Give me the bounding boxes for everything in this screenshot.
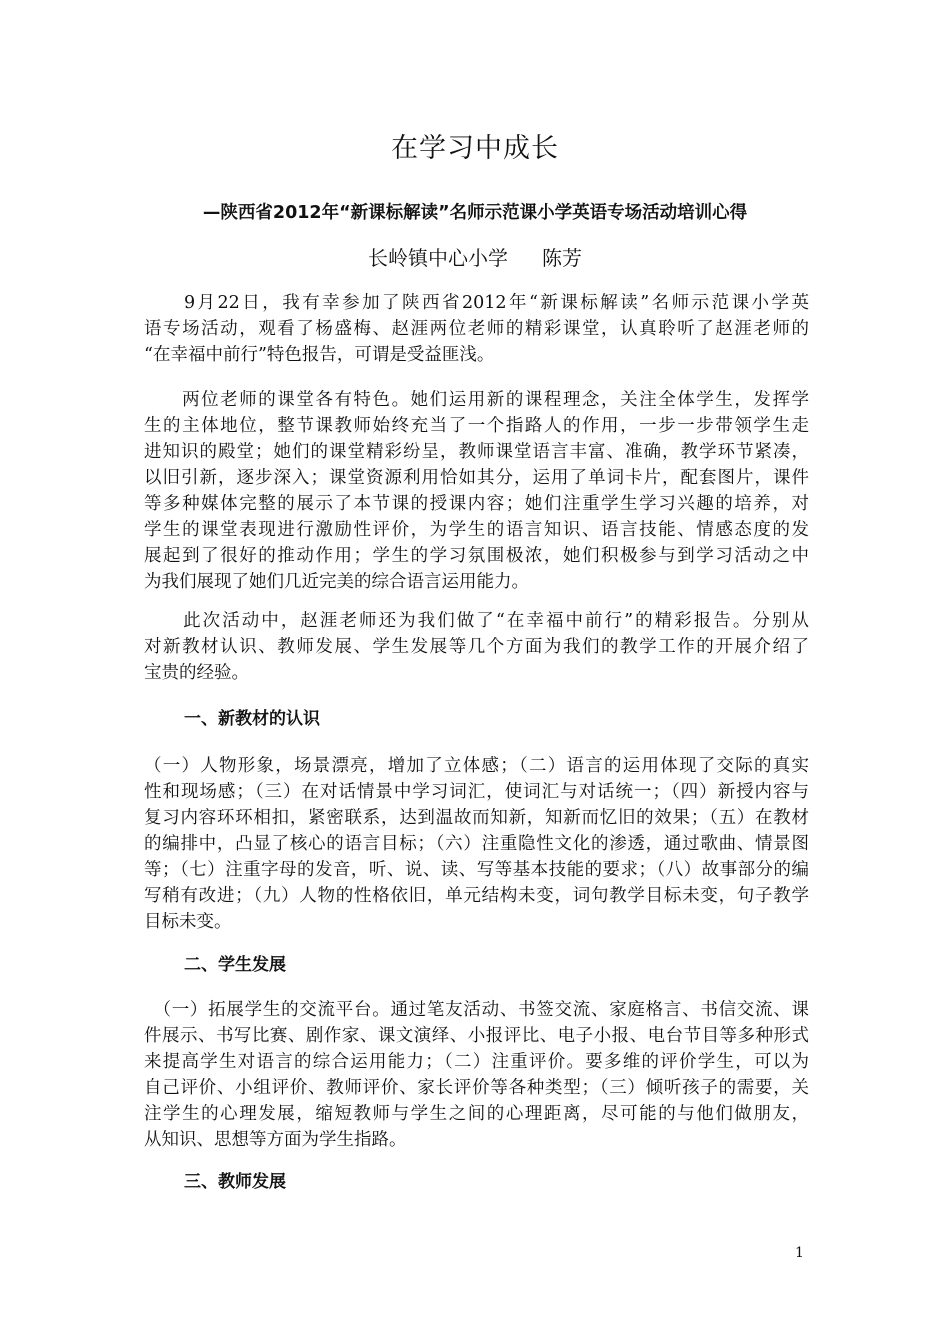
section-heading-new-textbook: 一、新教材的认识 xyxy=(184,709,320,729)
paragraph-new-textbook xyxy=(144,753,809,935)
text-line: （一）拓展学生的交流平台。通过笔友活动、书签交流、家庭格言、书信交流、课 xyxy=(144,1000,809,1020)
text-line: 注学生的心理发展，缩短教师与学生之间的心理距离，尽可能的与他们做朋友， xyxy=(144,1104,809,1124)
text-line: 写稍有改进；（九）人物的性格依旧，单元结构未变，词句教学目标未变，句子教学 xyxy=(144,886,809,906)
text-line: 来提高学生对语言的综合运用能力；（二）注重评价。要多维的评价学生，可以为 xyxy=(144,1052,809,1072)
text-line: 生的主体地位，整节课教师始终充当了一个指路人的作用，一步一步带领学生走 xyxy=(144,416,809,436)
text-line: 的编排中，凸显了核心的语言目标；（六）注重隐性文化的渗透，通过歌曲、情景图 xyxy=(144,834,809,854)
text-line: 自己评价、小组评价、教师评价、家长评价等各种类型；（三）倾听孩子的需要，关 xyxy=(144,1078,809,1098)
text-line: 等；（七）注重字母的发音，听、说、读、写等基本技能的要求；（八）故事部分的编 xyxy=(144,860,809,880)
text-line: 此次活动中，赵涯老师还为我们做了“在幸福中前行”的精彩报告。分别从 xyxy=(144,611,809,631)
paragraph-student-development xyxy=(144,997,809,1153)
document-title: 在学习中成长 xyxy=(391,133,559,164)
paragraph-report xyxy=(144,608,809,686)
section-heading-student-development: 二、学生发展 xyxy=(184,955,286,975)
text-line: 语专场活动，观看了杨盛梅、赵涯两位老师的精彩课堂，认真聆听了赵涯老师的 xyxy=(144,319,809,339)
text-line: 进知识的殿堂；她们的课堂精彩纷呈，教师课堂语言丰富、准确，教学环节紧凑， xyxy=(144,442,809,462)
text-line: 性和现场感；（三）在对话情景中学习词汇，使词汇与对话统一；（四）新授内容与 xyxy=(144,782,809,802)
text-line: 为我们展现了她们几近完美的综合语言运用能力。 xyxy=(144,572,529,592)
text-line: 对新教材认识、教师发展、学生发展等几个方面为我们的教学工作的开展介绍了 xyxy=(144,637,809,657)
text-line: 展起到了很好的推动作用；学生的学习氛围极浓，她们积极参与到学习活动之中 xyxy=(144,546,809,566)
paragraph-intro xyxy=(144,290,809,368)
text-line: 等多种媒体完整的展示了本节课的授课内容；她们注重学生学习兴趣的培养，对 xyxy=(144,494,809,514)
text-line: 宝贵的经验。 xyxy=(144,663,249,683)
text-line: 件展示、书写比赛、剧作家、课文演绎、小报评比、电子小报、电台节目等多种形式 xyxy=(144,1026,809,1046)
section-heading-teacher-development: 三、教师发展 xyxy=(184,1172,286,1192)
text-line: 复习内容环环相扣，紧密联系，达到温故而知新，知新而忆旧的效果；（五）在教材 xyxy=(144,808,809,828)
text-line: 以旧引新，逐步深入；课堂资源利用恰如其分，运用了单词卡片，配套图片，课件 xyxy=(144,468,809,488)
author-school: 长岭镇中心小学 xyxy=(368,246,508,270)
text-line: “在幸福中前行”特色报告，可谓是受益匪浅。 xyxy=(144,345,495,365)
text-line: （一）人物形象，场景漂亮，增加了立体感；（二）语言的运用体现了交际的真实 xyxy=(144,756,809,776)
document-subtitle: —陕西省2012年“新课标解读”名师示范课小学英语专场活动培训心得 xyxy=(202,203,748,223)
author-name: 陈芳 xyxy=(542,246,582,270)
page-number: 1 xyxy=(795,1245,804,1261)
text-line: 两位老师的课堂各有特色。她们运用新的课程理念，关注全体学生，发挥学 xyxy=(144,390,809,410)
text-line: 学生的课堂表现进行激励性评价，为学生的语言知识、语言技能、情感态度的发 xyxy=(144,520,809,540)
paragraph-classroom xyxy=(144,387,809,595)
author-line xyxy=(0,244,950,272)
text-line: 从知识、思想等方面为学生指路。 xyxy=(144,1130,407,1150)
text-line: 9月22日，我有幸参加了陕西省2012年“新课标解读”名师示范课小学英 xyxy=(144,293,809,313)
text-line: 目标未变。 xyxy=(144,912,232,932)
